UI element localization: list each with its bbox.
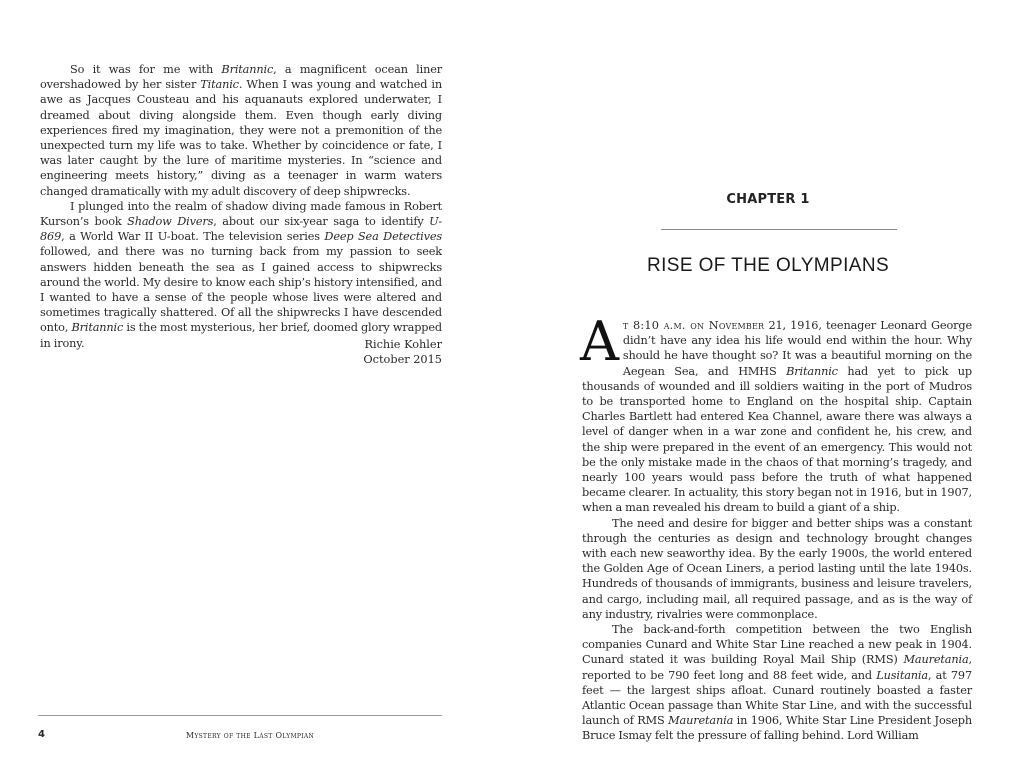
- text-segment: , at 797 feet — the largest ships afloat. Cunard routinely boasted a faster Atlantic Ocean passage than White Star Line, and with the successful launch of RMS: [582, 668, 972, 728]
- italic-text: Britannic: [71, 321, 124, 335]
- text-segment: 21, 1916, teenager Leonard George didn’t have any idea his life would end within the hour. Why should he have thought so? It was a beautiful morning on the Aegean Sea, and HMHS: [622, 319, 972, 378]
- text-segment: I plunged into the realm of shadow diving made famous in Robert Kurson’s book: [40, 199, 442, 229]
- italic-text: Lusitania: [876, 668, 928, 682]
- text-segment: , reported to be 790 feet long and 88 feet wide, and: [582, 653, 972, 682]
- opening-paragraph-text: [580, 310, 972, 515]
- text-segment: . When I was young and watched in awe as Jacques Cousteau and his aquanauts explored underwater, I dreamed about diving alongside them. Even though early diving experiences fired my imagination, they were not a premonition of the unexpected turn my life was to take. Whether by coincidence or fate, I was later caught by the lure of maritime mysteries. In “science and engineering meets history,” diving as a teenager in warm waters changed dramatically with my adult discovery of deep shipwrecks.: [40, 78, 442, 198]
- text-segment: in 1906, White Star Line President Joseph Bruce Ismay felt the pressure of falling behind. Lord William: [582, 714, 972, 743]
- right-page: [512, 0, 1024, 768]
- italic-text: Mauretania: [668, 714, 734, 728]
- running-head: Mystery of the Last Olympian: [185, 731, 315, 740]
- opening-paragraph: [580, 310, 972, 516]
- drop-cap: A: [580, 310, 619, 373]
- signature: [363, 337, 442, 367]
- italic-text: Shadow Divers: [127, 215, 214, 229]
- footer-rule: [38, 715, 442, 716]
- text-segment: So it was for me with: [70, 63, 222, 76]
- preface-text: [40, 62, 442, 351]
- italic-text: U-869: [40, 215, 442, 244]
- chapter-rule: [661, 229, 897, 230]
- italic-text: Titanic: [200, 78, 239, 92]
- italic-text: Britannic: [221, 63, 274, 76]
- chapter-text: [580, 310, 972, 744]
- text-segment: followed, and there was no turning back from my passion to seek answers hidden beneath the sea as I gained access to shipwrecks around the world. My desire to know each ship’s history intensified, and I wanted to have a sense of the people whose lives were altered and sometimes tragically shattered. Of all the shipwrecks I have descended onto,: [40, 245, 442, 335]
- text-segment: The back-and-forth competition between the two English companies Cunard and White Star Line reached a new peak in 1904. Cunard stated it was building Royal Mail Ship (RMS): [582, 623, 972, 667]
- chapter-label: CHAPTER 1: [726, 192, 810, 207]
- paragraph: [582, 622, 972, 744]
- signature-name: Richie Kohler: [364, 338, 442, 351]
- page-number: 4: [38, 729, 45, 740]
- paragraph: [40, 199, 442, 351]
- paragraph: [40, 62, 442, 199]
- italic-text: Deep Sea Detectives: [324, 230, 442, 244]
- italic-text: Britannic: [786, 364, 838, 378]
- text-segment: , a World War II U-boat. The television series: [61, 230, 325, 244]
- text-segment: The need and desire for bigger and better ships was a constant through the centuries as design and technology brought changes with each new seaworthy idea. By the early 1900s, the world entered the Golden Age of Ocean Liners, a period lasting until the late 1940s. Hundreds of thousands of immigrants, business and leisure travelers, and cargo, including mail, all required passage, and as is the way of any industry, rivalries were commonplace.: [582, 516, 972, 621]
- text-segment: had yet to pick up thousands of wounded and ill soldiers waiting in the port of Mudros to be transported home to England on the hospital ship. Captain Charles Bartlett had entered Kea Channel, aware there was always a level of danger when in a war zone and confident he, his crew, and the ship were prepared in the event of an emergency. This would not be the only mistake made in the chaos of that morning’s tragedy, and nearly 100 years would pass before the truth of what happened became clearer. In actuality, this story began not in 1916, but in 1907, when a man revealed his dream to build a giant of a ship.: [582, 364, 972, 515]
- text-segment: is the most mysterious, her brief, doomed glory wrapped in irony.: [40, 321, 442, 350]
- text-segment: t 8:10 a.m. on November: [622, 319, 765, 332]
- paragraph: [582, 516, 972, 622]
- italic-text: Mauretania: [903, 653, 969, 667]
- text-segment: , a magnificent ocean liner overshadowed by her sister: [40, 63, 442, 92]
- chapter-title: RISE OF THE OLYMPIANS: [646, 255, 890, 276]
- signature-date: October 2015: [363, 353, 442, 367]
- text-segment: , about our six-year saga to identify: [213, 215, 430, 229]
